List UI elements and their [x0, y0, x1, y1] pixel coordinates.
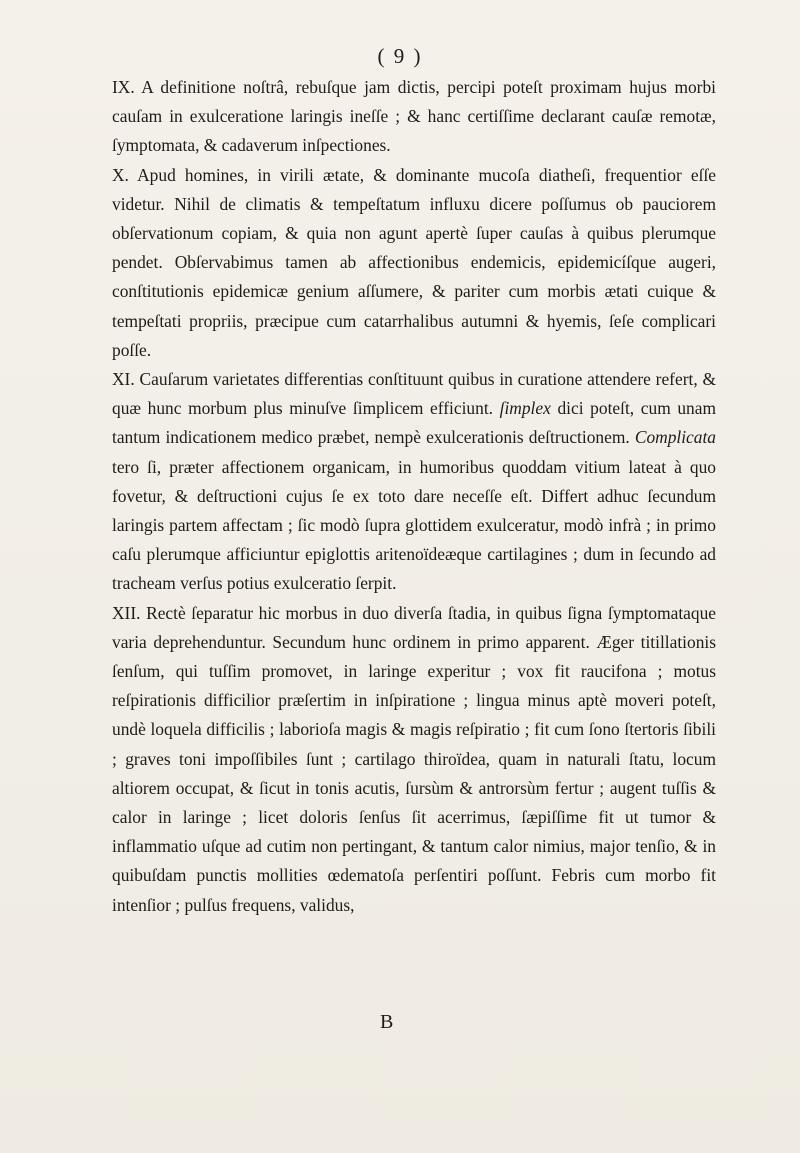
paragraph-xi	[112, 365, 716, 599]
paragraph-x	[112, 161, 716, 365]
paragraph-ix	[112, 73, 716, 161]
paragraph-number: X.	[112, 164, 129, 185]
paragraph-xii	[112, 599, 716, 920]
italic-term: Complicata	[634, 427, 716, 448]
paragraph-text: Cauſarum varietates differentias conſtituunt quibus in curatione attendere refert, & quæ hunc morbum plus minuſve ſimplicem efficiunt.	[112, 369, 716, 419]
paragraph-number: IX.	[112, 77, 135, 97]
paragraph-text: Apud homines, in virili ætate, & dominante mucoſa diatheſi, frequentior eſſe videtur. Nihil de climatis & tempeſtatum influxu dicere poſſumus ob pauciorem obſervationum copiam, & quia non agunt apertè ſuper cauſas à quibus plerumque pendet. Obſervabimus tamen ab affectionibus endemicis, epidemicíſque augeri, conſtitutionis epidemicæ genium aſſumere, & pariter cum morbis ætati cuique & tempeſtati propriis, præcipue cum catarrhalibus autumni & hyemis, ſeſe complicari poſſe.	[112, 164, 716, 360]
paragraph-number: XII.	[112, 602, 141, 623]
paragraph-text: Rectè ſeparatur hic morbus in duo diverſa ſtadia, in quibus ſigna ſymptomataque varia deprehenduntur. Secundum hunc ordinem in primo apparent. Æger titillationis ſenſum, qui tuſſim promovet, in laringe experitur ; vox fit raucifona ; motus reſpirationis difficilior præſertim in inſpiratione ; lingua minus aptè moveri poteſt, undè loquela difficilis ; laborioſa magis & magis reſpiratio ; fit cum ſono ſtertoris ſibili ; graves toni impoſſibiles ſunt ; cartilago thiroïdea, quam in naturali ſtatu, locum altiorem occupat, & ſicut in tonis acutis, ſursùm & antrorsùm fertur ; augent tuſſis & calor in laringe ; licet doloris ſenſus ſit acerrimus, ſæpiſſime fit ut tumor & inflammatio uſque ad cutim non pertingant, & tantum calor nimius, major tenſio, & in quibuſdam punctis mollities œdematoſa perſentiri poſſunt. Febris cum morbo fit intenſior ; pulſus frequens, validus,	[112, 602, 716, 915]
page-number: ( 9 )	[377, 44, 423, 68]
paragraph-text: dici poteſt, cum unam tantum indicationem medico præbet, nempè exulcerationis deſtructionem.	[112, 398, 716, 448]
paragraph-text: tero ſi, præter affectionem organicam, in humoribus quoddam vitium lateat à quo fovetur, & deſtructioni cujus ſe ex toto dare neceſſe eſt. Differt adhuc ſecundum laringis partem affectam ; ſic modò ſupra glottidem exulceratur, modò infrà ; in primo caſu plerumque afficiuntur epiglottis aritenoïdeæque cartilagines ; dum in ſecundo ad tracheam verſus potius exulceratio ſerpit.	[112, 456, 716, 594]
paragraph-number: XI.	[112, 369, 135, 390]
paragraph-text: A definitione noſtrâ, rebuſque jam dictis, percipi poteſt proximam hujus morbi cauſam in exulceratione laringis ineſſe ; & hanc certiſſime declarant cauſæ remotæ, ſymptomata, & cadaverum inſpectiones.	[112, 77, 716, 156]
body-text	[112, 73, 716, 920]
signature-mark: B	[380, 1011, 394, 1033]
italic-term: ſimplex	[499, 398, 551, 419]
